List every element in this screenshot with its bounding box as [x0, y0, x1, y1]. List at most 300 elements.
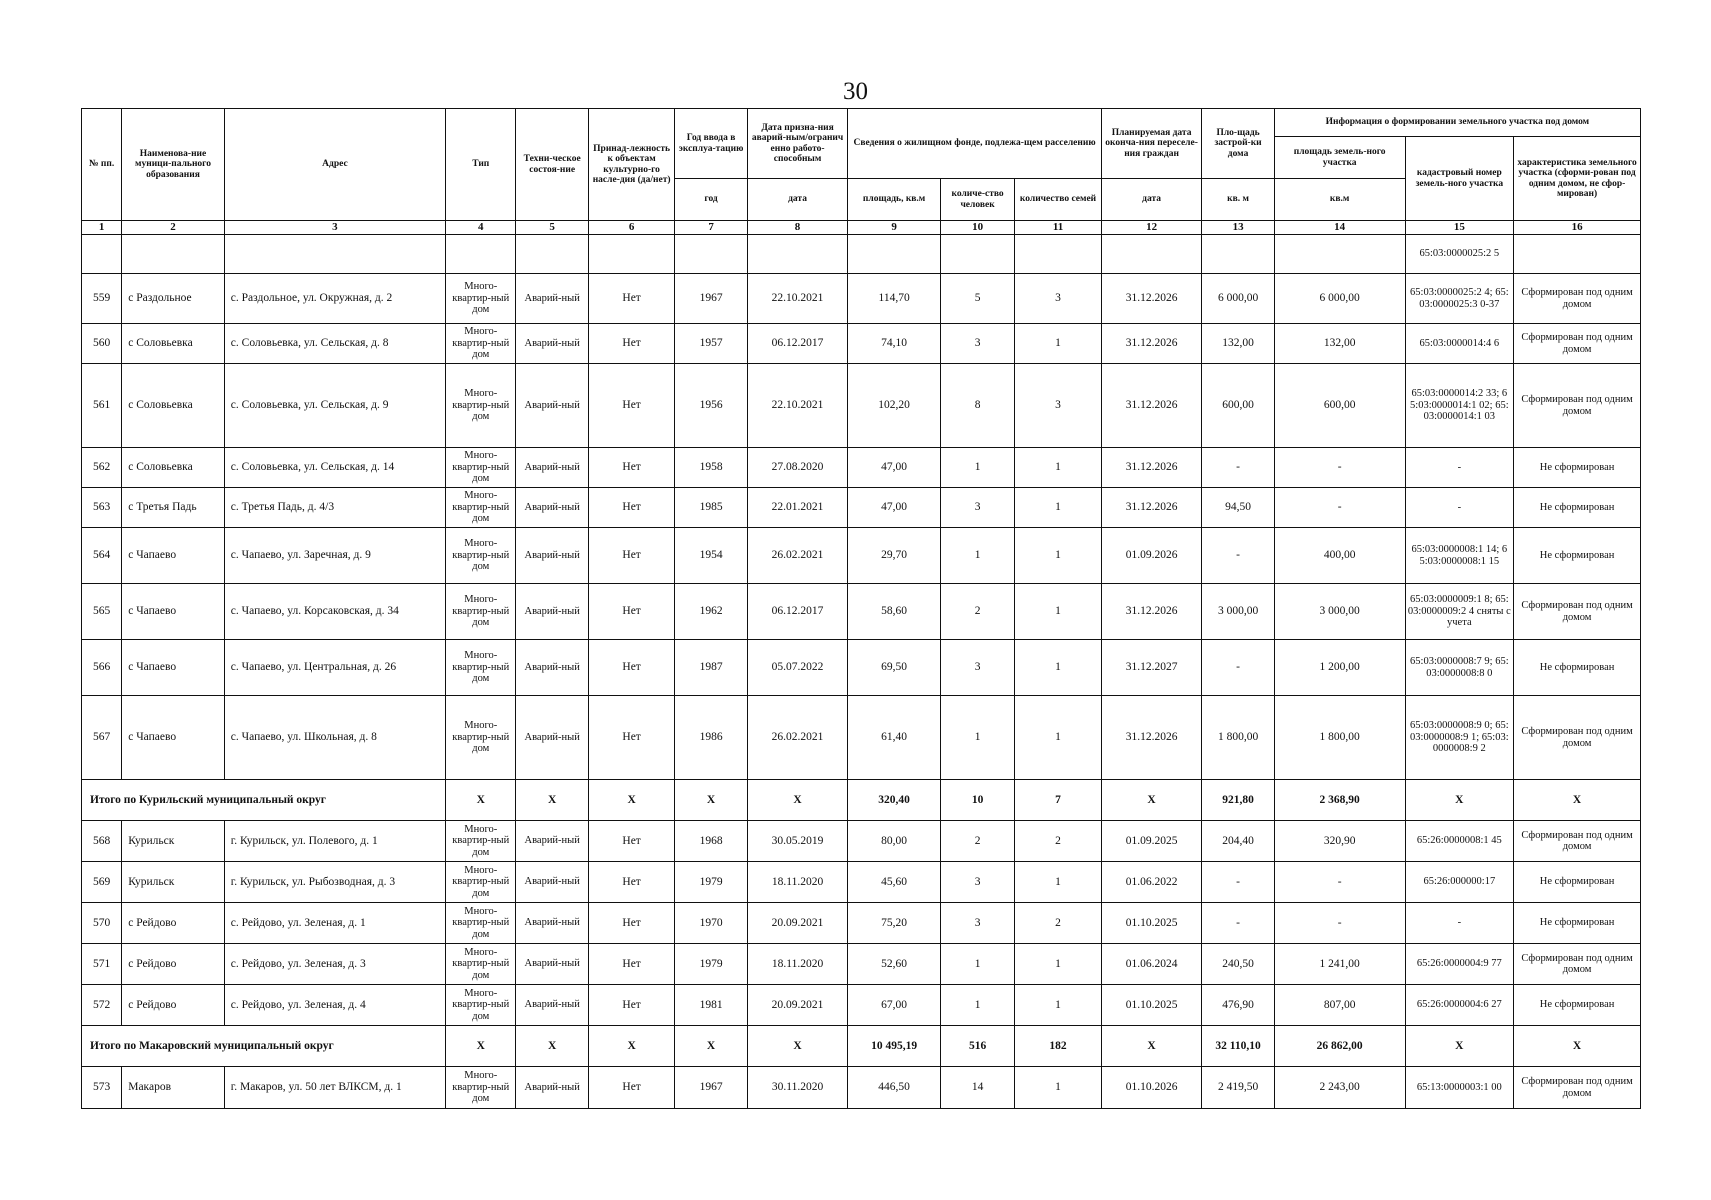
land-area: - — [1274, 448, 1405, 488]
total-label: Итого по Макаровский муниципальный округ — [82, 1026, 446, 1067]
col-number: 1 — [82, 221, 122, 235]
land-status: Сформирован под одним домом — [1514, 584, 1641, 640]
total-cell: X — [588, 1026, 674, 1067]
address: с. Соловьевка, ул. Сельская, д. 14 — [224, 448, 445, 488]
commission-year: 1967 — [675, 274, 747, 324]
land-status: Сформирован под одним домом — [1514, 364, 1641, 448]
living-area: 61,40 — [848, 696, 941, 780]
heritage-flag: Нет — [588, 324, 674, 364]
total-cell: X — [747, 1026, 848, 1067]
municipality: с Чапаево — [122, 584, 225, 640]
col-subheader-land-sqm: кв.м — [1274, 179, 1405, 221]
municipality: с Чапаево — [122, 696, 225, 780]
row-number: 562 — [82, 448, 122, 488]
tech-state: Аварий-ный — [516, 448, 588, 488]
col-subheader-date: дата — [747, 179, 848, 221]
emergency-date: 30.05.2019 — [747, 821, 848, 862]
col-number: 2 — [122, 221, 225, 235]
tech-state: Аварий-ный — [516, 488, 588, 528]
families-count: 2 — [1015, 821, 1101, 862]
planned-date: 31.12.2026 — [1101, 584, 1202, 640]
total-cell: X — [747, 780, 848, 821]
emergency-date: 18.11.2020 — [747, 944, 848, 985]
cadastral-number: 65:03:0000014:2 33; 65:03:0000014:1 02; 65:03:0000014:1 03 — [1405, 364, 1514, 448]
building-area: - — [1202, 903, 1274, 944]
table-row — [82, 584, 1641, 640]
building-area: 3 000,00 — [1202, 584, 1274, 640]
land-area: 2 243,00 — [1274, 1067, 1405, 1109]
address: с. Чапаево, ул. Школьная, д. 8 — [224, 696, 445, 780]
table-row — [82, 640, 1641, 696]
heritage-flag: Нет — [588, 274, 674, 324]
cadastral-number: 65:26:0000008:1 45 — [1405, 821, 1514, 862]
commission-year: 1985 — [675, 488, 747, 528]
land-area: 807,00 — [1274, 985, 1405, 1026]
col-number: 7 — [675, 221, 747, 235]
col-header-tech-state: Техни-ческое состоя-ние — [516, 109, 588, 221]
total-cell: X — [675, 780, 747, 821]
planned-date: 01.06.2022 — [1101, 862, 1202, 903]
cadastral-number: 65:03:0000008:9 0; 65:03:0000008:9 1; 65:03:0000008:9 2 — [1405, 696, 1514, 780]
row-number: 560 — [82, 324, 122, 364]
col-number: 6 — [588, 221, 674, 235]
families-count: 1 — [1015, 640, 1101, 696]
total-cell: X — [446, 780, 516, 821]
col-header-area: площадь, кв.м — [848, 179, 941, 221]
total-cell: X — [675, 1026, 747, 1067]
land-status: Не сформирован — [1514, 528, 1641, 584]
col-subheader-planned-date: дата — [1101, 179, 1202, 221]
total-building-area: 32 110,10 — [1202, 1026, 1274, 1067]
building-area: 132,00 — [1202, 324, 1274, 364]
emergency-date: 05.07.2022 — [747, 640, 848, 696]
total-cell: X — [516, 780, 588, 821]
municipality: с Раздольное — [122, 274, 225, 324]
land-status: Сформирован под одним домом — [1514, 944, 1641, 985]
building-type: Много-квартир-ный дом — [446, 862, 516, 903]
tech-state: Аварий-ный — [516, 821, 588, 862]
col-number: 16 — [1514, 221, 1641, 235]
table-row — [82, 696, 1641, 780]
heritage-flag: Нет — [588, 821, 674, 862]
address: с. Рейдово, ул. Зеленая, д. 4 — [224, 985, 445, 1026]
table-row — [82, 985, 1641, 1026]
total-cell: X — [1101, 780, 1202, 821]
heritage-flag: Нет — [588, 640, 674, 696]
planned-date: 31.12.2026 — [1101, 324, 1202, 364]
col-number: 3 — [224, 221, 445, 235]
row-number: 572 — [82, 985, 122, 1026]
row-number: 570 — [82, 903, 122, 944]
col-header-number: № пп. — [82, 109, 122, 221]
living-area: 45,60 — [848, 862, 941, 903]
planned-date: 01.09.2026 — [1101, 528, 1202, 584]
table-row — [82, 448, 1641, 488]
tech-state: Аварий-ный — [516, 1067, 588, 1109]
land-status: Не сформирован — [1514, 985, 1641, 1026]
living-area: 29,70 — [848, 528, 941, 584]
table-row — [82, 274, 1641, 324]
building-area: 94,50 — [1202, 488, 1274, 528]
tech-state: Аварий-ный — [516, 584, 588, 640]
total-families: 7 — [1015, 780, 1101, 821]
land-area: 6 000,00 — [1274, 274, 1405, 324]
emergency-date: 30.11.2020 — [747, 1067, 848, 1109]
address: с. Раздольное, ул. Окружная, д. 2 — [224, 274, 445, 324]
table-row — [82, 944, 1641, 985]
row-number: 569 — [82, 862, 122, 903]
land-area: 1 800,00 — [1274, 696, 1405, 780]
building-type: Много-квартир-ный дом — [446, 903, 516, 944]
commission-year: 1968 — [675, 821, 747, 862]
commission-year: 1958 — [675, 448, 747, 488]
land-area: - — [1274, 903, 1405, 944]
building-area: 600,00 — [1202, 364, 1274, 448]
address: с. Соловьевка, ул. Сельская, д. 9 — [224, 364, 445, 448]
living-area: 114,70 — [848, 274, 941, 324]
heritage-flag: Нет — [588, 696, 674, 780]
emergency-date: 27.08.2020 — [747, 448, 848, 488]
total-cell: X — [588, 780, 674, 821]
living-area: 67,00 — [848, 985, 941, 1026]
row-number: 566 — [82, 640, 122, 696]
land-status: Не сформирован — [1514, 640, 1641, 696]
col-header-emergency-date: Дата призна-ния аварий-ным/огранич енно работо-способным — [747, 109, 848, 179]
municipality: с Соловьевка — [122, 324, 225, 364]
building-area: 240,50 — [1202, 944, 1274, 985]
col-header-building-area: Пло-щадь застрой-ки дома — [1202, 109, 1274, 179]
emergency-date: 26.02.2021 — [747, 528, 848, 584]
building-area: 204,40 — [1202, 821, 1274, 862]
emergency-date: 18.11.2020 — [747, 862, 848, 903]
families-count: 3 — [1015, 364, 1101, 448]
heritage-flag: Нет — [588, 528, 674, 584]
land-status: Сформирован под одним домом — [1514, 821, 1641, 862]
tech-state: Аварий-ный — [516, 944, 588, 985]
heritage-flag: Нет — [588, 903, 674, 944]
heritage-flag: Нет — [588, 944, 674, 985]
building-area: 476,90 — [1202, 985, 1274, 1026]
tech-state: Аварий-ный — [516, 528, 588, 584]
municipality: с Рейдово — [122, 903, 225, 944]
people-count: 3 — [940, 862, 1014, 903]
col-header-planned-date: Планируемая дата оконча-ния переселе-ния граждан — [1101, 109, 1202, 179]
cadastral-number: 65:26:0000004:6 27 — [1405, 985, 1514, 1026]
building-type: Много-квартир-ный дом — [446, 528, 516, 584]
municipality: Курильск — [122, 821, 225, 862]
commission-year: 1962 — [675, 584, 747, 640]
land-status: Сформирован под одним домом — [1514, 1067, 1641, 1109]
total-cell: X — [1405, 780, 1514, 821]
heritage-flag: Нет — [588, 488, 674, 528]
col-header-cadastral: кадастровый номер земель-ного участка — [1405, 137, 1514, 221]
cadastral-number: 65:03:0000025:2 4; 65:03:0000025:3 0-37 — [1405, 274, 1514, 324]
col-header-land-area: площадь земель-ного участка — [1274, 137, 1405, 179]
col-number: 15 — [1405, 221, 1514, 235]
total-area: 320,40 — [848, 780, 941, 821]
col-number: 8 — [747, 221, 848, 235]
people-count: 2 — [940, 821, 1014, 862]
address: с. Чапаево, ул. Корсаковская, д. 34 — [224, 584, 445, 640]
land-area: 3 000,00 — [1274, 584, 1405, 640]
row-number: 559 — [82, 274, 122, 324]
commission-year: 1986 — [675, 696, 747, 780]
tech-state: Аварий-ный — [516, 862, 588, 903]
row-number: 571 — [82, 944, 122, 985]
land-status: Не сформирован — [1514, 448, 1641, 488]
land-area: 600,00 — [1274, 364, 1405, 448]
land-status: Сформирован под одним домом — [1514, 324, 1641, 364]
building-area: - — [1202, 640, 1274, 696]
col-number: 11 — [1015, 221, 1101, 235]
address: с. Чапаево, ул. Центральная, д. 26 — [224, 640, 445, 696]
housing-register-table — [81, 108, 1641, 1109]
table-row — [82, 903, 1641, 944]
people-count: 1 — [940, 448, 1014, 488]
col-header-land-status: характеристика земельного участка (сформи-рован под одним домом, не сфор-мирован) — [1514, 137, 1641, 221]
people-count: 3 — [940, 324, 1014, 364]
living-area: 52,60 — [848, 944, 941, 985]
cadastral-number: - — [1405, 448, 1514, 488]
living-area: 80,00 — [848, 821, 941, 862]
page-number: 30 — [843, 78, 868, 105]
people-count: 3 — [940, 903, 1014, 944]
table-row — [82, 862, 1641, 903]
total-families: 182 — [1015, 1026, 1101, 1067]
living-area: 47,00 — [848, 448, 941, 488]
row-number: 565 — [82, 584, 122, 640]
row-number: 563 — [82, 488, 122, 528]
address: г. Курильск, ул. Полевого, д. 1 — [224, 821, 445, 862]
tech-state: Аварий-ный — [516, 364, 588, 448]
land-status: Не сформирован — [1514, 862, 1641, 903]
living-area: 75,20 — [848, 903, 941, 944]
cadastral-number: 65:03:0000025:2 5 — [1405, 235, 1514, 274]
municipality: с Рейдово — [122, 944, 225, 985]
living-area: 102,20 — [848, 364, 941, 448]
emergency-date: 26.02.2021 — [747, 696, 848, 780]
land-area: 1 241,00 — [1274, 944, 1405, 985]
heritage-flag: Нет — [588, 1067, 674, 1109]
total-people: 10 — [940, 780, 1014, 821]
municipality: с Рейдово — [122, 985, 225, 1026]
tech-state: Аварий-ный — [516, 640, 588, 696]
row-number: 568 — [82, 821, 122, 862]
col-number: 14 — [1274, 221, 1405, 235]
commission-year: 1979 — [675, 862, 747, 903]
land-status: Сформирован под одним домом — [1514, 274, 1641, 324]
building-type: Много-квартир-ный дом — [446, 985, 516, 1026]
families-count: 1 — [1015, 1067, 1101, 1109]
families-count: 1 — [1015, 528, 1101, 584]
total-cell: X — [446, 1026, 516, 1067]
land-area: - — [1274, 862, 1405, 903]
living-area: 58,60 — [848, 584, 941, 640]
col-header-address: Адрес — [224, 109, 445, 221]
building-type: Много-квартир-ный дом — [446, 274, 516, 324]
planned-date: 01.09.2025 — [1101, 821, 1202, 862]
planned-date: 01.10.2025 — [1101, 903, 1202, 944]
commission-year: 1970 — [675, 903, 747, 944]
land-area: 400,00 — [1274, 528, 1405, 584]
table-row — [82, 821, 1641, 862]
col-subheader-year: год — [675, 179, 747, 221]
municipality: Курильск — [122, 862, 225, 903]
planned-date: 31.12.2026 — [1101, 488, 1202, 528]
tech-state: Аварий-ный — [516, 985, 588, 1026]
col-number: 5 — [516, 221, 588, 235]
planned-date: 31.12.2027 — [1101, 640, 1202, 696]
living-area: 446,50 — [848, 1067, 941, 1109]
emergency-date: 20.09.2021 — [747, 903, 848, 944]
building-type: Много-квартир-ный дом — [446, 584, 516, 640]
municipality: с Чапаево — [122, 528, 225, 584]
heritage-flag: Нет — [588, 584, 674, 640]
families-count: 2 — [1015, 903, 1101, 944]
col-number: 4 — [446, 221, 516, 235]
heritage-flag: Нет — [588, 448, 674, 488]
people-count: 2 — [940, 584, 1014, 640]
tech-state: Аварий-ный — [516, 696, 588, 780]
table-row — [82, 324, 1641, 364]
total-row-makarov — [82, 1026, 1641, 1067]
col-number: 9 — [848, 221, 941, 235]
people-count: 1 — [940, 528, 1014, 584]
total-area: 10 495,19 — [848, 1026, 941, 1067]
building-type: Много-квартир-ный дом — [446, 324, 516, 364]
people-count: 1 — [940, 985, 1014, 1026]
emergency-date: 22.10.2021 — [747, 274, 848, 324]
col-number: 10 — [940, 221, 1014, 235]
cadastral-number: 65:03:0000008:7 9; 65:03:0000008:8 0 — [1405, 640, 1514, 696]
tech-state: Аварий-ный — [516, 324, 588, 364]
total-people: 516 — [940, 1026, 1014, 1067]
land-status: Не сформирован — [1514, 488, 1641, 528]
people-count: 14 — [940, 1067, 1014, 1109]
cadastral-number: - — [1405, 488, 1514, 528]
planned-date: 01.10.2026 — [1101, 1067, 1202, 1109]
col-header-land-group: Информация о формировании земельного участка под домом — [1274, 109, 1640, 137]
emergency-date: 22.01.2021 — [747, 488, 848, 528]
commission-year: 1987 — [675, 640, 747, 696]
commission-year: 1957 — [675, 324, 747, 364]
commission-year: 1981 — [675, 985, 747, 1026]
commission-year: 1954 — [675, 528, 747, 584]
municipality: Макаров — [122, 1067, 225, 1109]
col-number: 13 — [1202, 221, 1274, 235]
living-area: 69,50 — [848, 640, 941, 696]
address: г. Макаров, ул. 50 лет ВЛКСМ, д. 1 — [224, 1067, 445, 1109]
families-count: 1 — [1015, 985, 1101, 1026]
municipality: с Третья Падь — [122, 488, 225, 528]
building-area: - — [1202, 528, 1274, 584]
families-count: 1 — [1015, 488, 1101, 528]
col-header-type: Тип — [446, 109, 516, 221]
living-area: 47,00 — [848, 488, 941, 528]
table-row — [82, 1067, 1641, 1109]
emergency-date: 20.09.2021 — [747, 985, 848, 1026]
table-row — [82, 364, 1641, 448]
cadastral-number: 65:26:0000004:9 77 — [1405, 944, 1514, 985]
col-header-municipality: Наименова-ние муници-пального образования — [122, 109, 225, 221]
column-number-row — [82, 221, 1641, 235]
municipality: с Соловьевка — [122, 448, 225, 488]
planned-date: 31.12.2026 — [1101, 364, 1202, 448]
address: с. Рейдово, ул. Зеленая, д. 3 — [224, 944, 445, 985]
people-count: 8 — [940, 364, 1014, 448]
total-row-kurilsk — [82, 780, 1641, 821]
building-type: Много-квартир-ный дом — [446, 488, 516, 528]
building-type: Много-квартир-ный дом — [446, 640, 516, 696]
col-subheader-sqm: кв. м — [1202, 179, 1274, 221]
row-number: 561 — [82, 364, 122, 448]
land-area: - — [1274, 488, 1405, 528]
address: с. Рейдово, ул. Зеленая, д. 1 — [224, 903, 445, 944]
building-area: - — [1202, 448, 1274, 488]
col-header-people: количе-ство человек — [940, 179, 1014, 221]
total-cell: X — [1514, 1026, 1641, 1067]
building-type: Много-квартир-ный дом — [446, 1067, 516, 1109]
emergency-date: 06.12.2017 — [747, 324, 848, 364]
families-count: 1 — [1015, 448, 1101, 488]
total-land-area: 2 368,90 — [1274, 780, 1405, 821]
tech-state: Аварий-ный — [516, 903, 588, 944]
total-cell: X — [1101, 1026, 1202, 1067]
land-status: Не сформирован — [1514, 903, 1641, 944]
planned-date: 31.12.2026 — [1101, 696, 1202, 780]
cadastral-number: 65:03:0000008:1 14; 65:03:0000008:1 15 — [1405, 528, 1514, 584]
people-count: 3 — [940, 640, 1014, 696]
people-count: 1 — [940, 944, 1014, 985]
land-area: 320,90 — [1274, 821, 1405, 862]
heritage-flag: Нет — [588, 364, 674, 448]
address: с. Третья Падь, д. 4/3 — [224, 488, 445, 528]
table-row — [82, 488, 1641, 528]
building-type: Много-квартир-ный дом — [446, 364, 516, 448]
families-count: 3 — [1015, 274, 1101, 324]
municipality: с Соловьевка — [122, 364, 225, 448]
commission-year: 1979 — [675, 944, 747, 985]
building-type: Много-квартир-ный дом — [446, 448, 516, 488]
people-count: 5 — [940, 274, 1014, 324]
building-area: - — [1202, 862, 1274, 903]
cadastral-number: 65:13:0000003:1 00 — [1405, 1067, 1514, 1109]
total-land-area: 26 862,00 — [1274, 1026, 1405, 1067]
total-building-area: 921,80 — [1202, 780, 1274, 821]
col-header-commission-year: Год ввода в эксплуа-тацию — [675, 109, 747, 179]
col-number: 12 — [1101, 221, 1202, 235]
living-area: 74,10 — [848, 324, 941, 364]
total-cell: X — [516, 1026, 588, 1067]
emergency-date: 22.10.2021 — [747, 364, 848, 448]
families-count: 1 — [1015, 944, 1101, 985]
total-cell: X — [1514, 780, 1641, 821]
address: с. Чапаево, ул. Заречная, д. 9 — [224, 528, 445, 584]
land-status: Сформирован под одним домом — [1514, 696, 1641, 780]
col-header-heritage: Принад-лежность к объектам культурно-го насле-дия (да/нет) — [588, 109, 674, 221]
families-count: 1 — [1015, 324, 1101, 364]
land-area: 1 200,00 — [1274, 640, 1405, 696]
heritage-flag: Нет — [588, 862, 674, 903]
address: г. Курильск, ул. Рыбозводная, д. 3 — [224, 862, 445, 903]
families-count: 1 — [1015, 696, 1101, 780]
cadastral-number: - — [1405, 903, 1514, 944]
families-count: 1 — [1015, 862, 1101, 903]
row-number: 573 — [82, 1067, 122, 1109]
planned-date: 31.12.2026 — [1101, 274, 1202, 324]
cadastral-number: 65:03:0000009:1 8; 65:03:0000009:2 4 сняты с учета — [1405, 584, 1514, 640]
building-type: Много-квартир-ный дом — [446, 944, 516, 985]
